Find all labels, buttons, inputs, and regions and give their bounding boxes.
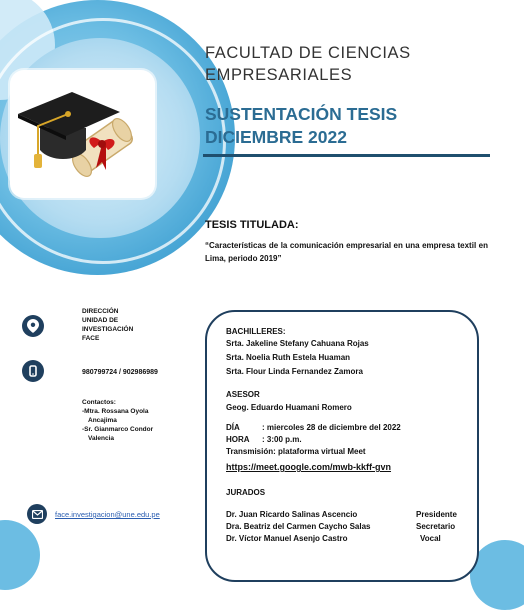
asesor-name: Geog. Eduardo Huamani Romero xyxy=(226,403,352,412)
bachiller-name: Srta. Flour Linda Fernandez Zamora xyxy=(226,367,363,376)
contact-name: Ancajima xyxy=(88,417,117,424)
direction-line: UNIDAD DE xyxy=(82,317,119,324)
jurados-label: JURADOS xyxy=(226,488,266,497)
date-label: DÍA xyxy=(226,423,240,432)
contact-name: -Mtra. Rossana Oyola xyxy=(82,408,149,415)
phone-numbers[interactable]: 980799724 / 902986989 xyxy=(82,369,158,376)
contact-name: Valencia xyxy=(88,435,115,442)
thesis-title: “Características de la comunicación empresarial en una empresa textil en Lima, periodo 2019” xyxy=(205,241,488,263)
title-line-1: SUSTENTACIÓN TESIS xyxy=(205,104,398,124)
time-value: : 3:00 p.m. xyxy=(262,435,302,444)
jurado-name: Dr. Víctor Manuel Asenjo Castro xyxy=(226,534,348,543)
location-pin-icon xyxy=(22,315,44,337)
direction-block xyxy=(82,307,192,343)
contacts-block xyxy=(82,398,192,443)
direction-line: FACE xyxy=(82,335,100,342)
time-label: HORA xyxy=(226,435,250,444)
meet-link[interactable]: https://meet.google.com/mwb-kkff-gvn xyxy=(226,462,392,472)
email-icon xyxy=(27,504,47,524)
transmission-info: Transmisión: plataforma virtual Meet xyxy=(226,447,366,456)
direction-line: INVESTIGACIÓN xyxy=(82,326,134,333)
asesor-label: ASESOR xyxy=(226,390,260,399)
title-divider xyxy=(203,154,490,157)
direction-line: DIRECCIÓN xyxy=(82,308,119,315)
contacts-label: Contactos: xyxy=(82,399,116,406)
bachiller-name: Srta. Jakeline Stefany Cahuana Rojas xyxy=(226,339,369,348)
phone-icon xyxy=(22,360,44,382)
date-value: : miercoles 28 de diciembre del 2022 xyxy=(262,423,401,432)
graduation-image xyxy=(10,70,155,198)
graduation-cap-icon xyxy=(10,70,155,198)
jurado-role: Presidente xyxy=(416,510,457,519)
faculty-line-1: FACULTAD DE CIENCIAS xyxy=(205,44,411,62)
faculty-name xyxy=(205,42,505,86)
faculty-line-2: EMPRESARIALES xyxy=(205,66,353,84)
decorative-corner-bottom-left xyxy=(0,520,40,590)
contact-name: -Sr. Gianmarco Condor xyxy=(82,426,154,433)
jurado-name: Dra. Beatriz del Carmen Caycho Salas xyxy=(226,522,371,531)
bachilleres-label: BACHILLERES: xyxy=(226,327,286,336)
event-title xyxy=(205,103,505,149)
thesis-label: TESIS TITULADA: xyxy=(205,219,299,231)
jurado-role: Secretario xyxy=(416,522,456,531)
jurado-role: Vocal xyxy=(420,534,441,543)
title-line-2: DICIEMBRE 2022 xyxy=(205,127,347,147)
email-link[interactable]: face.investigacion@une.edu.pe xyxy=(55,510,160,519)
jurado-name: Dr. Juan Ricardo Salinas Ascencio xyxy=(226,510,358,519)
bachiller-name: Srta. Noelia Ruth Estela Huaman xyxy=(226,353,351,362)
